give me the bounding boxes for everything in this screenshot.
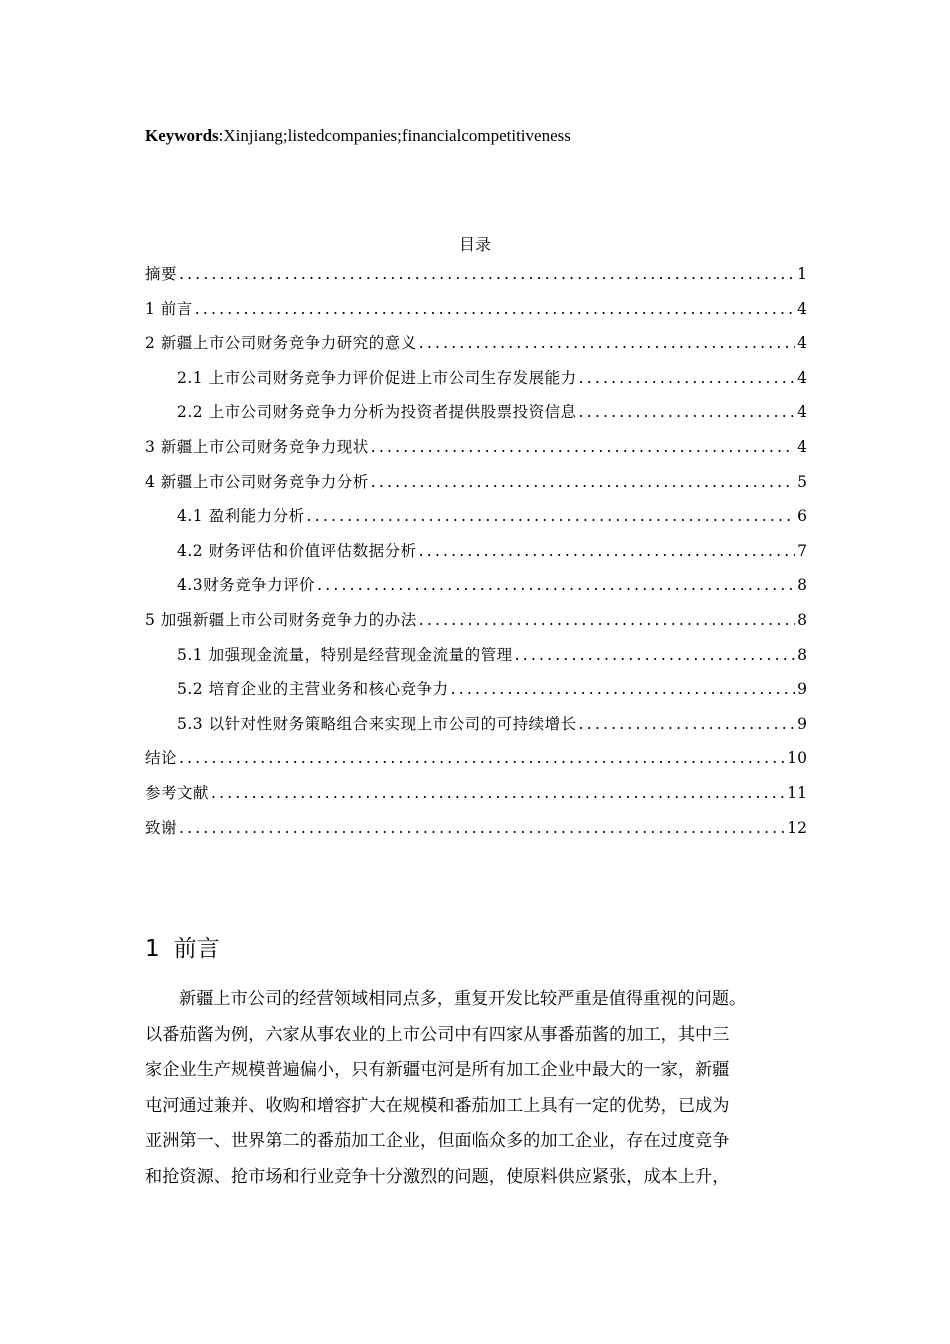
toc-entry-page: 8 [797,645,807,664]
toc-entry-text: 摘要 [145,265,178,283]
toc-entry-text: 5 加强新疆上市公司财务竞争力的办法 [145,610,417,629]
toc-entry-page: 4 [797,437,807,456]
toc-entry-text: 参考文献 [145,783,210,802]
toc-entry-page: 4 [797,334,807,353]
keywords-text: :Xinjiang;listedcompanies;financialcompetitiveness [218,126,571,145]
toc-entry-page: 1 [797,265,807,283]
table-of-contents [145,262,807,850]
paragraph-line: 新疆上市公司的经营领域相同点多，重复开发比较严重是值得重视的问题。 [179,989,747,1009]
toc-entry[interactable] [145,746,807,781]
toc-leader-dots [195,300,795,318]
toc-entry-page: 5 [797,472,807,491]
toc-entry-page: 4 [797,403,807,422]
toc-entry[interactable] [145,297,807,332]
toc-leader-dots [211,784,785,802]
toc-entry[interactable] [145,643,807,678]
toc-leader-dots [419,611,795,629]
toc-leader-dots [579,715,796,733]
paragraph-line: 以番茄酱为例，六家从事农业的上市公司中有四家从事番茄酱的加工，其中三 [145,1024,730,1045]
toc-entry[interactable] [145,712,807,747]
toc-entry[interactable] [145,816,807,851]
toc-entry-text: 5.2 培育企业的主营业务和核心竞争力 [177,680,449,699]
toc-entry-text: 4.2 财务评估和价值评估数据分析 [177,541,417,560]
toc-entry-text: 4.1 盈利能力分析 [177,507,305,526]
toc-entry-page: 4 [797,368,807,387]
toc-entry[interactable] [145,400,807,435]
toc-entry-text: 4 新疆上市公司财务竞争力分析 [145,472,369,491]
toc-entry[interactable] [145,435,807,470]
toc-leader-dots [371,438,795,456]
paragraph-line: 亚洲第一、世界第二的番茄加工企业，但面临众多的加工企业，存在过度竞争 [145,1131,730,1151]
toc-entry-text: 2.1 上市公司财务竞争力评价促进上市公司生存发展能力 [177,368,577,387]
toc-entry[interactable] [145,573,807,608]
toc-entry-text: 5.1 加强现金流量，特别是经营现金流量的管理 [177,645,513,664]
toc-leader-dots [419,334,795,352]
paragraph-line: 屯河通过兼并、收购和增容扩大在规模和番茄加工上具有一定的优势，已成为 [145,1095,730,1116]
toc-leader-dots [179,265,795,283]
toc-entry-text: 5.3 以针对性财务策略组合来实现上市公司的可持续增长 [177,714,577,733]
toc-entry[interactable] [145,781,807,816]
toc-entry[interactable] [145,504,807,539]
keywords-line [145,126,571,146]
toc-entry-page: 10 [787,749,807,768]
toc-leader-dots [317,576,795,594]
toc-entry-text: 致谢 [145,818,178,837]
toc-entry[interactable] [145,331,807,366]
toc-entry-text: 4.3财务竞争力评价 [177,576,316,595]
toc-entry-page: 7 [797,541,807,560]
toc-entry-page: 4 [797,299,807,318]
toc-entry[interactable] [145,262,807,297]
section-heading [145,930,220,963]
toc-entry-text: 2.2 上市公司财务竞争力分析为投资者提供股票投资信息 [177,403,577,422]
toc-leader-dots [307,507,796,525]
toc-entry-page: 11 [787,783,807,802]
toc-title: 目录 [458,235,491,254]
toc-leader-dots [179,749,785,767]
toc-entry-text: 1 前言 [145,299,193,318]
toc-entry-text: 3 新疆上市公司财务竞争力现状 [145,437,369,456]
paragraph-line: 和抢资源、抢市场和行业竞争十分激烈的问题，使原料供应紧张，成本上升， [145,1166,730,1187]
toc-leader-dots [179,819,785,837]
toc-entry-page: 8 [797,576,807,595]
section-number: 1 [145,936,160,962]
keywords-label: Keywords [145,126,219,145]
toc-entry[interactable] [145,539,807,574]
toc-entry-page: 9 [797,680,807,699]
toc-leader-dots [451,680,796,698]
toc-leader-dots [371,473,795,491]
toc-entry-text: 2 新疆上市公司财务竞争力研究的意义 [145,334,417,353]
toc-leader-dots [579,403,796,421]
toc-entry-page: 8 [797,610,807,629]
toc-entry[interactable] [145,608,807,643]
paragraph-line: 家企业生产规模普遍偏小，只有新疆屯河是所有加工企业中最大的一家，新疆 [145,1060,730,1080]
toc-entry-text: 结论 [145,749,178,768]
toc-entry-page: 9 [797,714,807,733]
toc-entry[interactable] [145,470,807,505]
toc-leader-dots [419,542,796,560]
toc-entry-page: 12 [787,818,807,837]
section-body [145,982,807,1195]
toc-entry[interactable] [145,366,807,401]
toc-leader-dots [515,646,796,664]
toc-leader-dots [579,369,796,387]
section-title: 前言 [173,936,220,962]
toc-entry-page: 6 [797,507,807,526]
toc-entry[interactable] [145,677,807,712]
